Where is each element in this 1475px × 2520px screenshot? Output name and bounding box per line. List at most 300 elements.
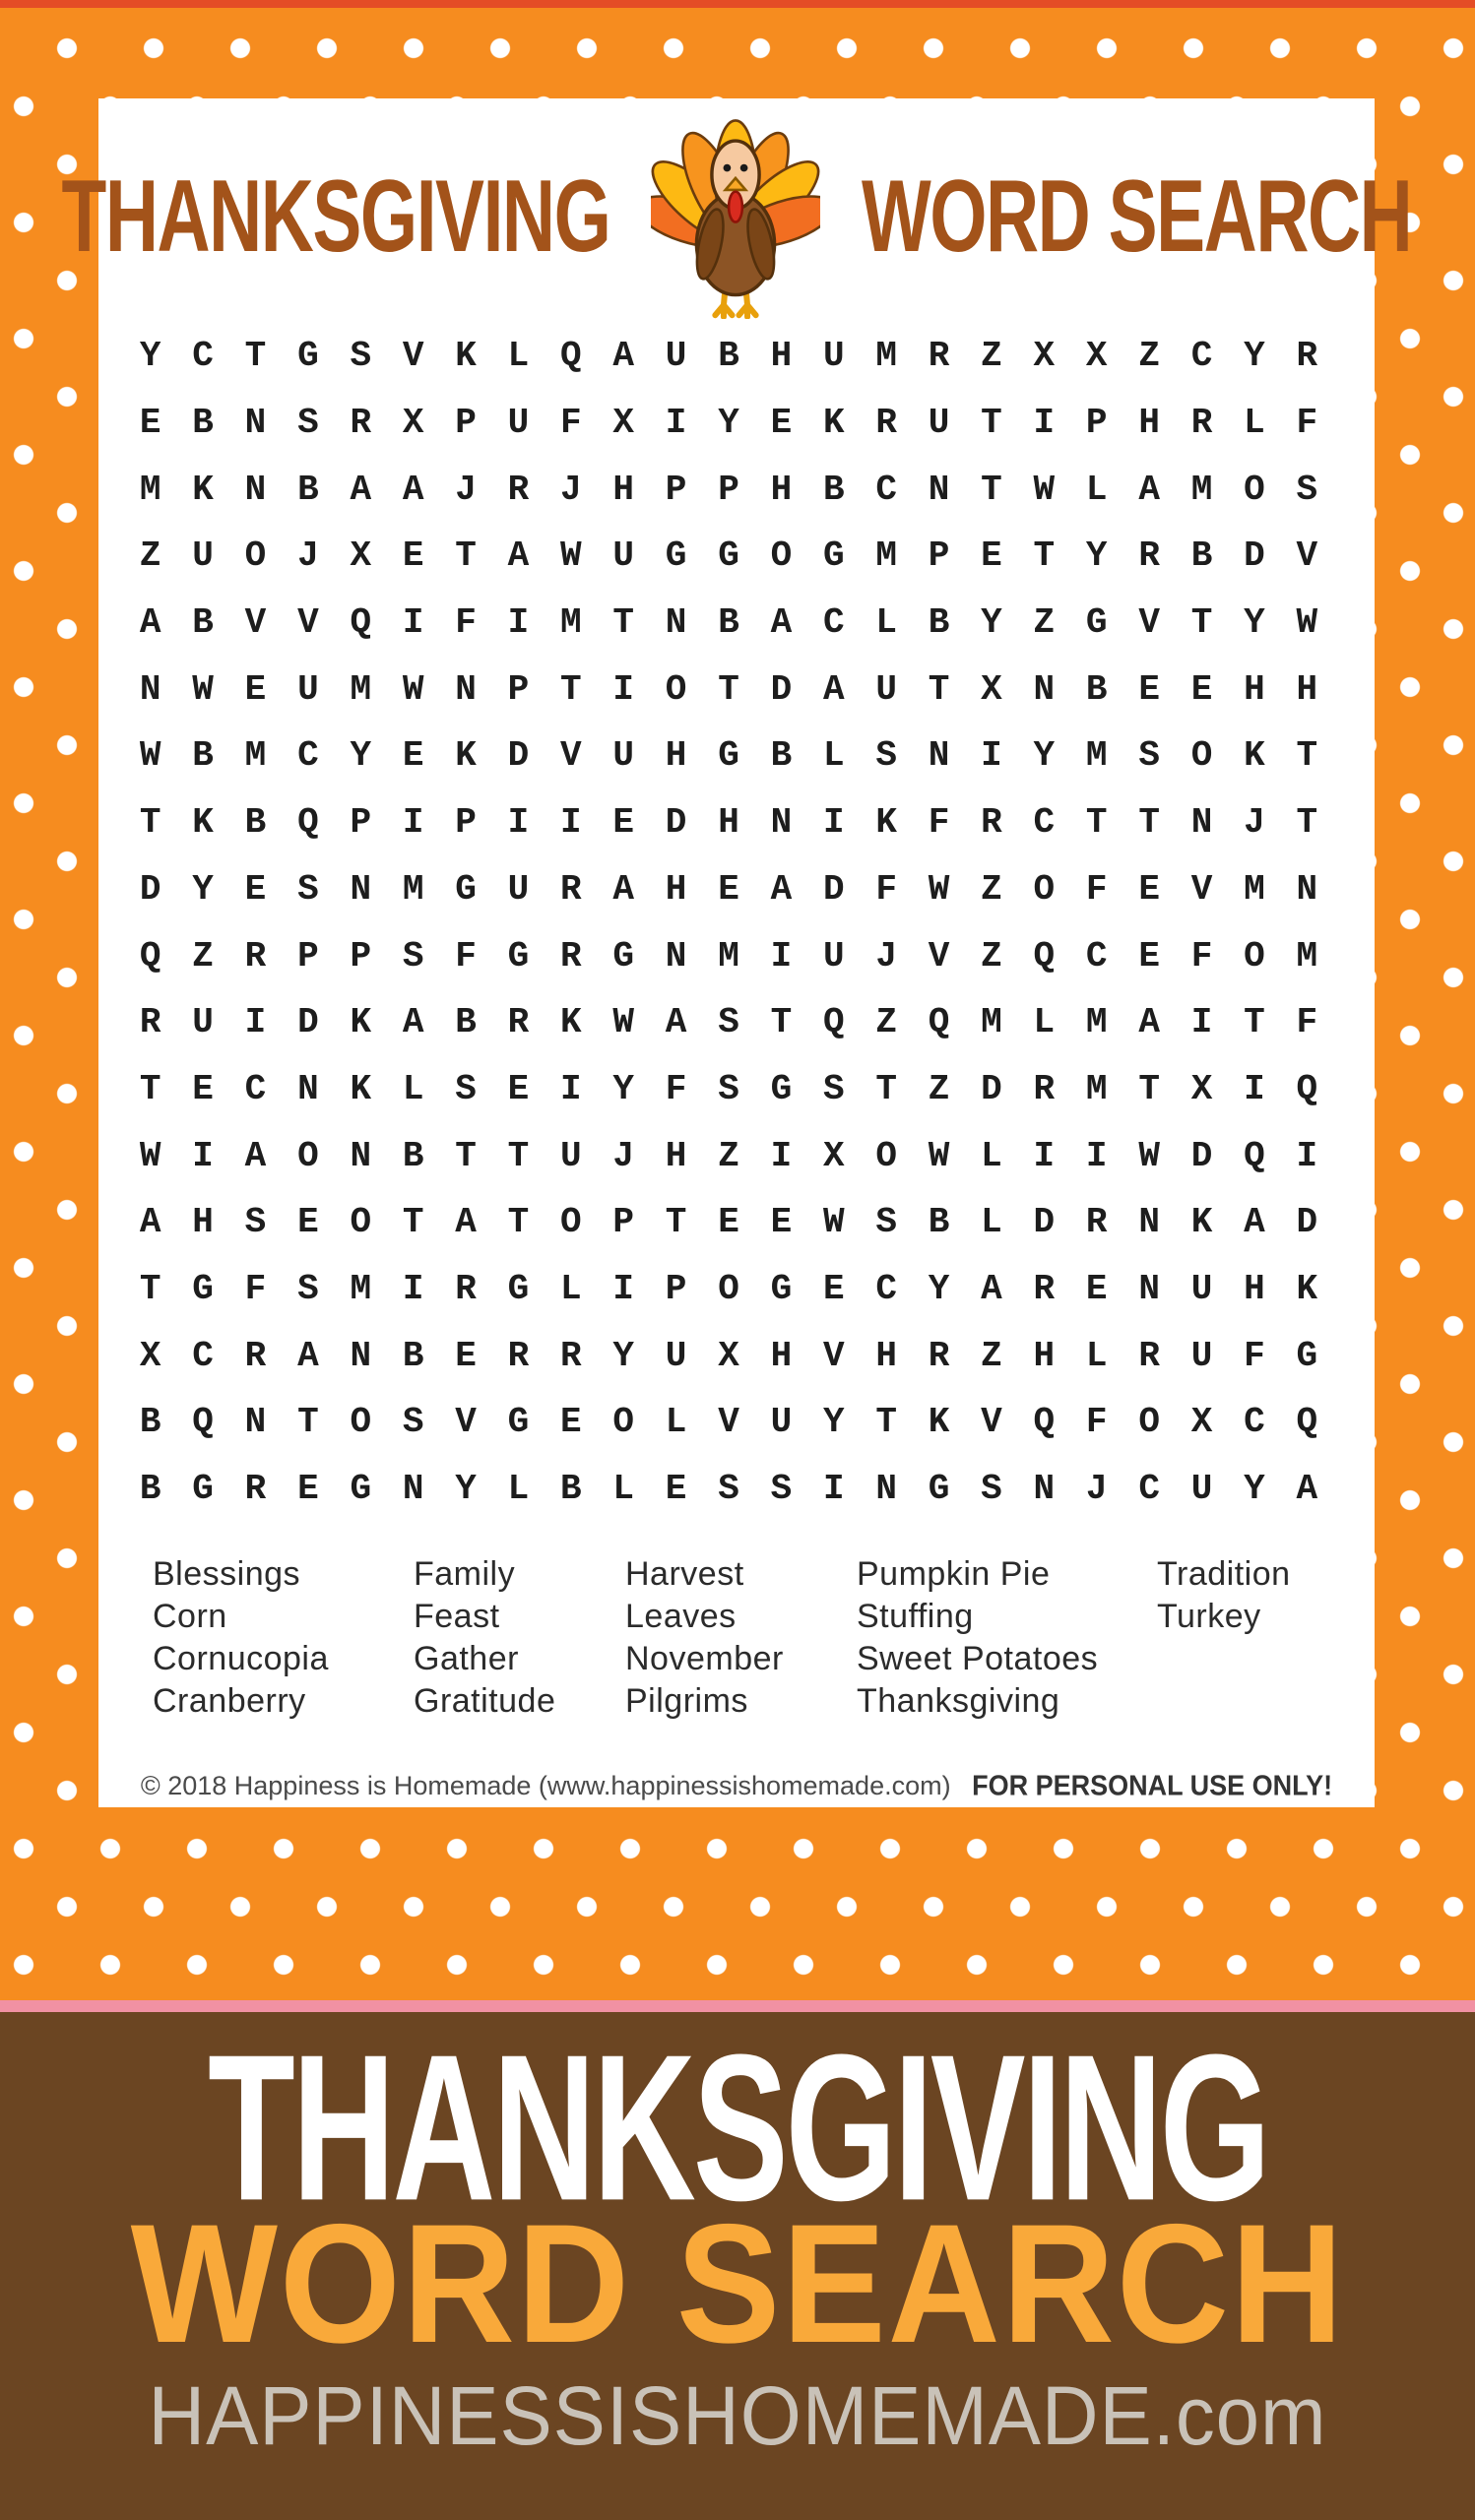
grid-letter: O [350,1202,372,1243]
grid-letter: H [1033,1335,1056,1376]
grid-letter: K [192,469,214,510]
grid-letter: P [455,403,477,444]
grid-letter: B [139,1469,161,1510]
grid-letter: H [612,469,635,510]
grid-letter: G [507,1402,530,1443]
grid-letter: E [770,403,793,444]
grid-letter: B [192,403,214,444]
grid-letter: Y [981,602,1002,644]
grid-letter: O [350,1402,372,1443]
grid-letter: B [560,1469,582,1510]
grid-letter: T [507,1135,530,1176]
grid-letter: M [244,735,267,777]
grid-letter: U [297,668,319,710]
grid-letter: R [928,336,950,377]
grid-letter: B [402,1135,424,1176]
grid-letter: I [560,802,582,844]
grid-letter: I [402,1268,424,1309]
grid-letter: Y [1244,336,1265,377]
grid-letter: E [1138,935,1160,976]
grid-letter: V [718,1402,739,1443]
grid-letter: E [665,1469,687,1510]
grid-letter: Y [1244,1469,1265,1510]
grid-letter: I [402,602,424,644]
banner-wordsearch: WORD SEARCH [130,2188,1345,2378]
grid-letter: N [244,1402,267,1443]
grid-letter: G [350,1469,372,1510]
grid-letter: N [402,1469,424,1510]
grid-letter: G [507,1268,530,1309]
grid-letter: M [560,602,582,644]
word-item: Stuffing [857,1598,974,1635]
grid-letter: N [350,868,372,910]
grid-letter: I [822,802,845,844]
grid-letter: R [1138,1335,1160,1376]
grid-letter: G [1296,1335,1318,1376]
grid-letter: C [1085,935,1108,976]
grid-letter: B [822,469,845,510]
grid-letter: Y [1085,536,1108,577]
grid-letter: Q [1296,1068,1318,1109]
copyright-text: © 2018 Happiness is Homemade (www.happinessishomemade.com) [140,1771,951,1800]
grid-letter: N [455,668,477,710]
grid-letter: G [297,336,319,377]
grid-letter: E [244,868,267,910]
grid-letter: K [1190,1202,1213,1243]
grid-letter: M [1085,735,1108,777]
grid-letter: X [981,668,1002,710]
word-item: Pilgrims [625,1682,748,1720]
grid-letter: A [770,868,793,910]
grid-letter: B [139,1402,161,1443]
grid-letter: Y [192,868,214,910]
grid-letter: A [1138,1002,1160,1043]
grid-letter: O [244,536,267,577]
grid-letter: Q [297,802,319,844]
grid-letter: R [560,935,582,976]
word-column [153,1553,414,1723]
grid-letter: E [1190,668,1213,710]
grid-letter: G [507,935,530,976]
grid-letter: N [770,802,793,844]
grid-letter: G [455,868,477,910]
grid-letter: Y [350,735,372,777]
grid-letter: F [455,602,477,644]
grid-letter: A [1296,1469,1318,1510]
grid-letter: M [875,536,897,577]
grid-letter: T [455,1135,477,1176]
grid-letter: X [402,403,424,444]
grid-letter: C [1138,1469,1160,1510]
grid-letter: N [665,935,687,976]
grid-letter: A [770,602,793,644]
grid-letter: N [244,403,267,444]
grid-letter: K [875,802,897,844]
grid-letter: T [560,668,582,710]
grid-letter: K [192,802,214,844]
grid-letter: L [822,735,845,777]
grid-letter: T [507,1202,530,1243]
grid-letter: S [770,1469,793,1510]
grid-letter: C [244,1068,267,1109]
grid-letter: L [981,1202,1002,1243]
grid-letter: G [718,735,739,777]
grid-letter: H [1244,1268,1265,1309]
word-column [414,1553,625,1723]
grid-letter: R [560,868,582,910]
grid-letter: U [928,403,950,444]
grid-letter: H [665,868,687,910]
grid-letter: D [1190,1135,1213,1176]
grid-letter: D [770,668,793,710]
grid-letter: U [665,336,687,377]
grid-letter: U [1190,1335,1213,1376]
grid-letter: K [928,1402,950,1443]
grid-letter: U [507,403,530,444]
word-item: Gratitude [414,1682,556,1720]
grid-letter: E [507,1068,530,1109]
grid-letter: I [1085,1135,1108,1176]
grid-letter: Z [718,1135,739,1176]
word-column [625,1553,857,1723]
grid-letter: P [1085,403,1108,444]
word-item: Tradition [1157,1555,1291,1593]
grid-letter: A [612,868,635,910]
grid-letter: A [297,1335,319,1376]
grid-letter: G [770,1068,793,1109]
word-item: November [625,1640,784,1677]
grid-letter: Q [139,935,161,976]
bottom-banner [0,2012,1475,2520]
grid-letter: O [875,1135,897,1176]
grid-letter: M [350,1268,372,1309]
grid-letter: F [455,935,477,976]
grid-letter: B [770,735,793,777]
grid-letter: D [139,868,161,910]
grid-letter: N [875,1469,897,1510]
grid-letter: E [822,1268,845,1309]
grid-letter: F [1190,935,1213,976]
grid-letter: C [822,602,845,644]
grid-letter: N [1296,868,1318,910]
grid-letter: K [350,1068,372,1109]
grid-letter: R [244,1335,267,1376]
grid-letter: G [928,1469,950,1510]
grid-letter: A [455,1202,477,1243]
grid-letter: H [1244,668,1265,710]
header-title-wordsearch: WORD SEARCH [862,159,1412,274]
grid-letter: N [665,602,687,644]
grid-letter: T [297,1402,319,1443]
grid-letter: S [402,1402,424,1443]
grid-letter: I [612,1268,635,1309]
grid-letter: Y [1244,602,1265,644]
grid-letter: K [560,1002,582,1043]
grid-letter: T [1244,1002,1265,1043]
grid-letter: O [1138,1402,1160,1443]
word-item: Cranberry [153,1682,306,1720]
grid-letter: P [297,935,319,976]
grid-letter: T [244,336,267,377]
grid-letter: S [1138,735,1160,777]
grid-letter: A [507,536,530,577]
grid-letter: U [665,1335,687,1376]
grid-letter: T [139,1268,161,1309]
grid-letter: U [770,1402,793,1443]
grid-letter: M [1296,935,1318,976]
grid-letter: T [402,1202,424,1243]
grid-letter: G [192,1469,214,1510]
grid-letter: B [192,735,214,777]
grid-letter: L [612,1469,635,1510]
grid-letter: V [928,935,950,976]
grid-letter: O [612,1402,635,1443]
grid-letter: O [560,1202,582,1243]
grid-letter: U [1190,1469,1213,1510]
grid-letter: F [1085,868,1108,910]
grid-letter: V [822,1335,845,1376]
grid-letter: V [981,1402,1002,1443]
grid-letter: I [560,1068,582,1109]
grid-letter: E [139,403,161,444]
grid-letter: T [1138,802,1160,844]
word-column [1157,1553,1291,1723]
grid-letter: I [244,1002,267,1043]
grid-letter: D [297,1002,319,1043]
grid-letter: E [402,536,424,577]
grid-letter: X [612,403,635,444]
grid-letter: R [507,1335,530,1376]
puzzle-sheet [61,98,1412,1807]
grid-letter: X [822,1135,845,1176]
grid-letter: U [875,668,897,710]
grid-letter: D [507,735,530,777]
grid-letter: U [192,1002,214,1043]
grid-letter: H [665,1135,687,1176]
grid-letter: E [244,668,267,710]
grid-letter: W [139,735,161,777]
word-item: Thanksgiving [857,1682,1060,1720]
grid-letter: M [1244,868,1265,910]
grid-letter: T [139,1068,161,1109]
grid-letter: P [718,469,739,510]
grid-letter: E [718,868,739,910]
grid-letter: M [875,336,897,377]
grid-letter: P [350,935,372,976]
grid-letter: S [244,1202,267,1243]
grid-letter: E [718,1202,739,1243]
grid-letter: I [1296,1135,1318,1176]
grid-letter: I [770,1135,793,1176]
grid-letter: L [981,1135,1002,1176]
grid-letter: U [822,935,845,976]
grid-letter: K [455,735,477,777]
grid-letter: X [1033,336,1056,377]
grid-letter: O [1190,735,1213,777]
grid-letter: W [928,868,950,910]
grid-letter: T [455,536,477,577]
grid-letter: O [297,1135,319,1176]
grid-letter: D [981,1068,1002,1109]
grid-letter: Z [981,1335,1002,1376]
grid-letter: A [244,1135,267,1176]
grid-letter: I [770,935,793,976]
grid-letter: T [928,668,950,710]
grid-letter: I [402,802,424,844]
grid-letter: N [1033,668,1056,710]
grid-letter: I [1190,1002,1213,1043]
grid-letter: B [1190,536,1213,577]
grid-letter: G [1085,602,1108,644]
grid-letter: Z [1033,602,1056,644]
grid-letter: H [665,735,687,777]
grid-letter: L [560,1268,582,1309]
grid-letter: K [1296,1268,1318,1309]
grid-letter: U [612,536,635,577]
grid-letter: M [1085,1002,1108,1043]
grid-letter: F [1244,1335,1265,1376]
grid-letter: N [350,1135,372,1176]
grid-letter: I [1033,1135,1056,1176]
grid-letter: T [1296,735,1318,777]
grid-letter: W [1033,469,1056,510]
grid-letter: J [612,1135,635,1176]
grid-letter: R [1138,536,1160,577]
grid-letter: B [192,602,214,644]
grid-letter: S [455,1068,477,1109]
grid-letter: B [402,1335,424,1376]
grid-letter: Q [560,336,582,377]
grid-letter: L [507,336,530,377]
grid-letter: J [455,469,477,510]
grid-letter: G [770,1268,793,1309]
grid-letter: S [875,1202,897,1243]
grid-letter: X [350,536,372,577]
grid-letter: R [560,1335,582,1376]
grid-letter: V [1190,868,1213,910]
grid-letter: N [1033,1469,1056,1510]
grid-letter: I [822,1469,845,1510]
grid-letter: L [1085,469,1108,510]
grid-letter: N [928,469,950,510]
grid-letter: O [770,536,793,577]
grid-letter: A [612,336,635,377]
grid-letter: V [402,336,424,377]
grid-letter: D [665,802,687,844]
grid-letter: Q [1296,1402,1318,1443]
grid-letter: R [139,1002,161,1043]
word-item: Feast [414,1598,500,1635]
grid-letter: S [718,1068,739,1109]
grid-letter: S [981,1469,1002,1510]
grid-letter: J [297,536,319,577]
grid-letter: R [1085,1202,1108,1243]
word-item: Gather [414,1640,519,1677]
grid-letter: E [297,1202,319,1243]
grid-letter: R [455,1268,477,1309]
grid-letter: V [1138,602,1160,644]
grid-letter: T [1033,536,1056,577]
grid-letter: R [350,403,372,444]
site-name: HAPPINESSISHOMEMADE [148,2368,1153,2462]
grid-letter: B [718,602,739,644]
grid-letter: C [192,336,214,377]
banner-site-url [148,2368,1327,2462]
grid-letter: P [928,536,950,577]
grid-letter: F [928,802,950,844]
grid-letter: G [192,1268,214,1309]
grid-letter: H [1138,403,1160,444]
site-tld: .com [1152,2368,1327,2462]
grid-letter: N [350,1335,372,1376]
word-item: Blessings [153,1555,301,1593]
turkey-icon [651,108,820,319]
grid-letter: W [1296,602,1318,644]
grid-letter: H [875,1335,897,1376]
grid-letter: X [718,1335,739,1376]
grid-letter: A [665,1002,687,1043]
grid-letter: N [139,668,161,710]
grid-letter: E [560,1402,582,1443]
puzzle-header [61,98,1412,335]
grid-letter: M [350,668,372,710]
grid-letter: W [612,1002,635,1043]
grid-letter: E [455,1335,477,1376]
grid-letter: H [718,802,739,844]
grid-letter: Q [1033,1402,1056,1443]
grid-letter: C [297,735,319,777]
grid-letter: E [1085,1268,1108,1309]
grid-letter: A [1138,469,1160,510]
grid-letter: S [822,1068,845,1109]
grid-letter: K [350,1002,372,1043]
grid-letter: U [1190,1268,1213,1309]
header-title-thanksgiving: THANKSGIVING [61,159,610,274]
grid-letter: J [1244,802,1265,844]
grid-letter: T [1190,602,1213,644]
grid-letter: S [875,735,897,777]
grid-letter: V [455,1402,477,1443]
grid-letter: G [718,536,739,577]
grid-letter: D [1296,1202,1318,1243]
grid-letter: T [1296,802,1318,844]
top-red-strip [0,0,1475,8]
grid-letter: R [507,469,530,510]
grid-letter: A [822,668,845,710]
grid-letter: C [1244,1402,1265,1443]
grid-letter: F [1296,403,1318,444]
grid-letter: S [350,336,372,377]
grid-letter: O [665,668,687,710]
grid-letter: Z [875,1002,897,1043]
grid-letter: L [507,1469,530,1510]
grid-letter: E [612,802,635,844]
grid-letter: O [718,1268,739,1309]
grid-letter: Z [139,536,161,577]
word-list [153,1553,1345,1723]
grid-letter: E [981,536,1002,577]
word-item: Leaves [625,1598,737,1635]
grid-letter: M [718,935,739,976]
grid-letter: W [928,1135,950,1176]
grid-letter: I [507,802,530,844]
grid-letter: U [560,1135,582,1176]
grid-letter: W [822,1202,845,1243]
grid-letter: T [665,1202,687,1243]
grid-letter: E [402,735,424,777]
grid-letter: R [928,1335,950,1376]
grid-letter: R [981,802,1002,844]
